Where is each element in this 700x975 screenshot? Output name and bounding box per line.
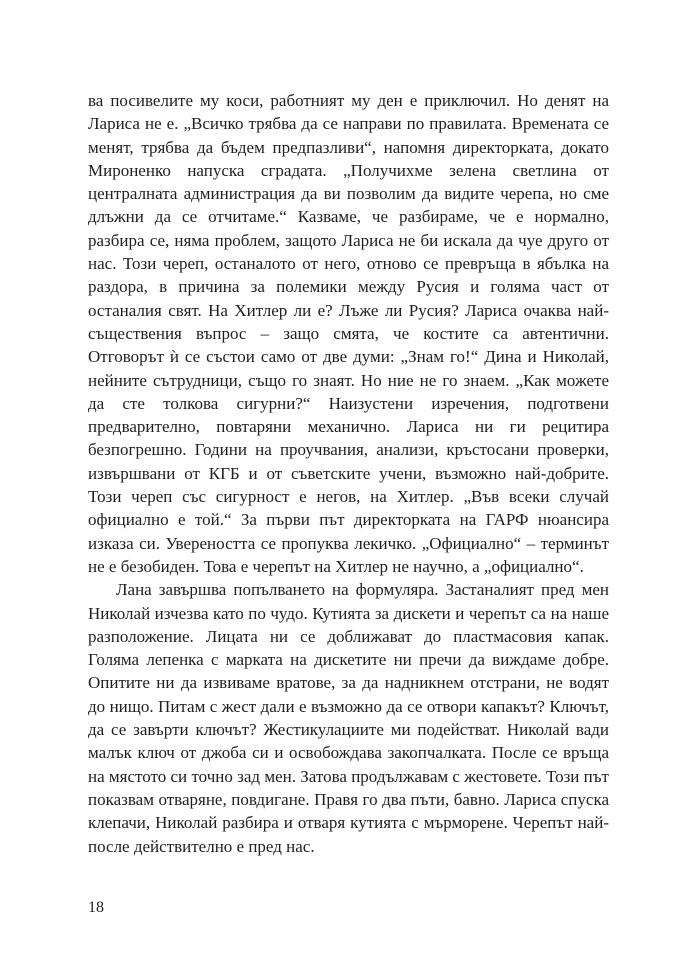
paragraph-1: ва посивелите му коси, работният му ден е приключил. Но денят на Лариса не е. „Всичко трябва да се направи по правилата. Времената се менят, трябва да бъдем предпазливи“, напомня директорката, докато Мироненко напуска сградата. „Получихме зелена светлина от централната администрация да ви позволим да видите черепа, но сме длъжни да се отчитаме.“ Казваме, че разбираме, че е нормално, разбира се, няма проблем, защото Лариса не би искала да чуе друго от нас. Този череп, останалото от него, отново се превръща в ябълка на раздора, в причина за полемики между Русия и голяма част от останалия свят. На Хитлер ли е? Лъже ли Русия? Лариса очаква най-съществения въпрос – защо смята, че костите са автентични. Отговорът ѝ се състои само от две думи: „Знам го!“ Дина и Николай, нейните сътрудници, също го знаят. Но ние не го знаем. „Как можете да сте толкова сигурни?“ Наизустени изречения, подготвени предварително, повтаряни механично. Лариса ни ги рецитира безпогрешно. Години на проучвания, анализи, кръстосани проверки, извършвани от КГБ и от съветските учени, възможно най-добрите. Този череп със сигурност е негов, на Хитлер. „Във всеки случай официално е той.“ За първи път директорката на ГАРФ нюансира изказа си. Увереността се пропуква лекичко. „Официално“ – терминът не е безобиден. Това е черепът на Хитлер не научно, а „официално“.	[88, 91, 609, 576]
body-text	[88, 89, 609, 858]
page-number: 18	[88, 899, 104, 916]
paragraph-2: Лана завършва попълването на формуляра. Застаналият пред мен Николай изчезва като по чудо. Кутията за дискети и черепът са на наше разположение. Лицата ни се доближават до пластмасовия капак. Голяма лепенка с марката на дискетите ни пречи да виждаме добре. Опитите ни да извиваме вратове, за да надникнем отстрани, не водят до нищо. Питам с жест дали е възможно да се отвори капакът? Ключът, да се завърти ключът? Жестикулациите ми подействат. Николай вади малък ключ от джоба си и освобождава закопчалката. После се връща на мястото си точно зад мен. Затова продължавам с жестовете. Този път показвам отваряне, повдигане. Правя го два пъти, бавно. Лариса спуска клепачи, Николай разбира и отваря кутията с мърморене. Черепът най-после действително е пред нас.	[88, 580, 609, 856]
